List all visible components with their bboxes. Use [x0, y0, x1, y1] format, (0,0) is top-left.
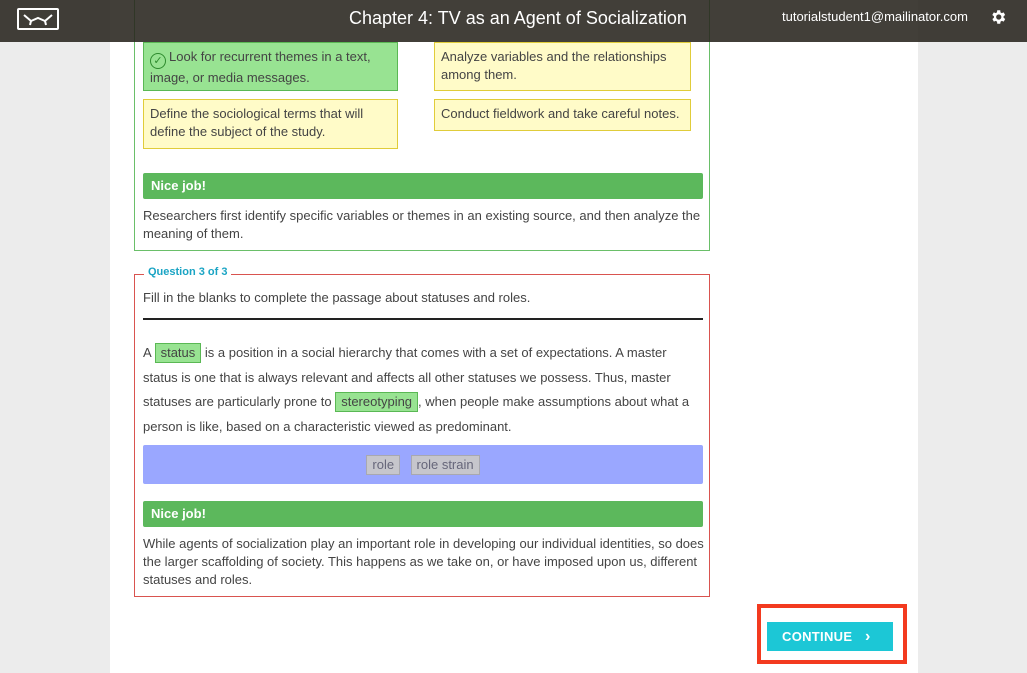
question-prompt: Fill in the blanks to complete the passage about statuses and roles. [143, 290, 531, 305]
gear-icon[interactable] [989, 8, 1007, 26]
blank-2[interactable]: stereotyping [335, 392, 418, 412]
passage-text: is a position in a social hierarchy that comes with a set of expectations. A master status is one that is always relevant and affects all other statuses we possess. Thus, master statuses are particularly prone to [143, 345, 671, 409]
passage [143, 341, 703, 439]
chapter-title: Chapter 4: TV as an Agent of Socialization [349, 8, 687, 28]
option-text: Define the sociological terms that will define the subject of the study. [150, 106, 364, 139]
chevron-right-icon: › [865, 628, 871, 645]
passage-text: , when people make assumptions about what a person is like, based on a characteristic viewed as predominant. [143, 394, 690, 434]
feedback-text: While agents of socialization play an important role in developing our individual identities, so does the larger scaffolding of society. This happens as we take on, or have imposed upon us, different statuses and roles. [143, 536, 704, 587]
question-3-panel [134, 266, 710, 597]
page-margin [918, 0, 1027, 673]
blank-1[interactable]: status [155, 343, 202, 363]
word-chip-role[interactable]: role [366, 455, 400, 475]
feedback-text: Researchers first identify specific variables or themes in an existing source, and then analyze the meaning of them. [143, 208, 701, 241]
option-text: Analyze variables and the relationships among them. [441, 49, 667, 82]
word-bank [143, 445, 703, 484]
word-chip-role-strain[interactable]: role strain [411, 455, 480, 475]
passage-text: A [143, 345, 155, 360]
continue-label: CONTINUE [782, 629, 853, 644]
question-label: Question 3 of 3 [144, 266, 231, 278]
top-bar [0, 0, 1027, 42]
checkmark-icon: ✓ [150, 53, 166, 69]
answer-option-1[interactable] [143, 42, 398, 91]
option-text: Look for recurrent themes in a text, image, or media messages. [150, 49, 371, 85]
user-email: tutorialstudent1@mailinator.com [782, 9, 968, 24]
divider [143, 318, 703, 320]
answer-option-2[interactable] [434, 42, 691, 91]
feedback-banner: Nice job! [143, 501, 703, 527]
answer-option-3[interactable] [143, 99, 398, 149]
logo-icon[interactable] [17, 8, 59, 30]
feedback-banner: Nice job! [143, 173, 703, 199]
answer-option-4[interactable] [434, 99, 691, 131]
continue-button[interactable] [767, 622, 893, 651]
option-text: Conduct fieldwork and take careful notes. [441, 106, 680, 121]
